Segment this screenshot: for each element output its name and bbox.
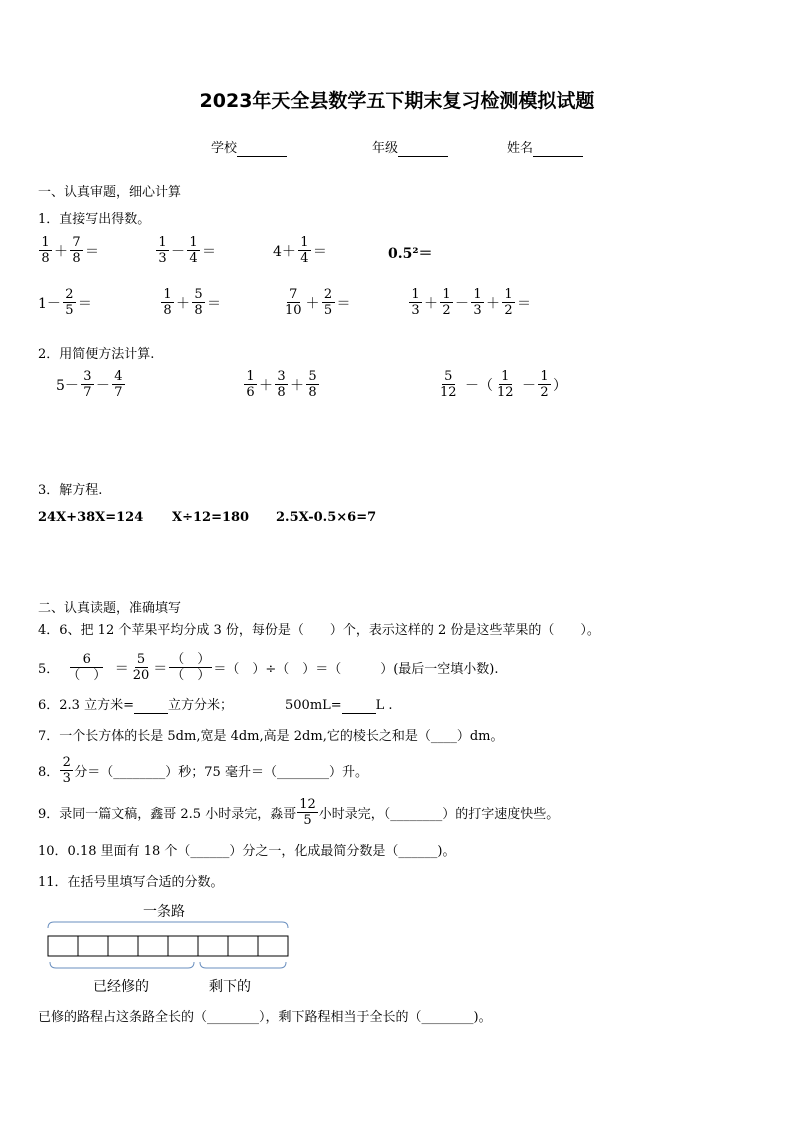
school-label: 学校 [211,141,238,156]
fraction: $\frac{1}{8}$ [161,287,174,318]
calc-4: 0.5²＝ [388,246,433,262]
fraction: $\frac{5}{8}$ [192,287,205,318]
question-4: 4．6、把 12 个苹果平均分成 3 份，每份是（ ）个，表示这样的 2 份是这些苹果的（ ）。 [38,623,600,638]
question-9 [38,797,559,828]
fraction: $\frac{2}{5}$ [63,287,76,318]
simplify-3: $\frac{5}{12}$ －（ $\frac{1}{12}$ － $\frac{1}{2}$ ） [440,369,567,400]
simplify-2: $\frac{1}{6}$ ＋ $\frac{3}{8}$ ＋ $\frac{5}{8}$ [243,369,320,400]
road-top-brace [48,922,288,928]
calc-7: $\frac{7}{10}$ ＋ $\frac{2}{5}$ ＝ [285,287,351,318]
calc-1: $\frac{1}{8}$ ＋ $\frac{7}{8}$ ＝ [38,235,100,266]
fraction: $\frac{1}{4}$ [187,235,200,266]
name-field [507,141,583,157]
fraction: $\frac{5}{8}$ [306,369,319,400]
question-1: 1．直接写出得数。 [38,212,151,227]
fraction: $\frac{2}{5}$ [322,287,335,318]
fraction: $\frac{1}{12}$ [497,369,514,400]
left-brace [200,962,286,968]
question-8 [38,755,368,786]
built-label: 已经修的 [93,979,149,995]
fraction: $\frac{7}{8}$ [70,235,83,266]
fraction: $\frac{1}{2}$ [440,287,453,318]
grade-field [372,141,448,157]
simplify-1: 5－ $\frac{3}{7}$ － $\frac{4}{7}$ [55,369,126,400]
q5-tail: ＝（ ）÷（ ）＝（ ）(最后一空填小数). [213,662,499,677]
fraction: $\frac{5}{20}$ [132,652,150,683]
fraction: $\frac{2}{3}$ [60,755,73,786]
calc-3: 4＋ $\frac{1}{4}$ ＝ [273,235,327,266]
fraction: $\frac{5}{12}$ [440,369,457,400]
question-6-b [285,698,393,714]
fraction: $\frac{1}{6}$ [244,369,257,400]
q5-number: 5． [38,662,60,677]
question-3: 3．解方程. [38,483,103,498]
fraction: $\frac{6}{( )}$ [67,652,107,683]
grade-label: 年级 [372,141,399,156]
calc-8: $\frac{1}{3}$ ＋ $\frac{1}{2}$ － $\frac{1}{3}$ ＋ $\frac{1}{2}$ ＝ [408,287,532,318]
name-label: 姓名 [507,141,534,156]
question-2: 2．用简便方法计算. [38,347,155,362]
road-label: 一条路 [143,904,185,920]
q9-text-a: 9．录同一篇文稿，鑫哥 2.5 小时录完，淼哥 [38,807,297,822]
road-diagram [44,916,292,978]
fraction: $\frac{1}{2}$ [538,369,551,400]
section1-heading: 一、认真审题，细心计算 [38,185,182,200]
page-title: 2023年天全县数学五下期末复习检测模拟试题 [199,90,595,112]
fraction: $\frac{1}{3}$ [409,287,422,318]
fraction: $\frac{1}{4}$ [298,235,311,266]
q9-text-b: 小时录完，（________）的打字速度快些。 [318,807,560,822]
question-7: 7．一个长方体的长是 5dm,宽是 4dm,高是 2dm,它的棱长之和是（____）dm。 [38,729,504,744]
grade-blank[interactable] [398,156,448,157]
fraction: $\frac{1}{8}$ [39,235,52,266]
fraction: $\frac{1}{3}$ [156,235,169,266]
q6-part-d: L . [375,698,393,713]
fraction: $\frac{3}{8}$ [275,369,288,400]
school-blank[interactable] [237,156,287,157]
question-6 [38,698,233,714]
remaining-label: 剩下的 [209,979,251,995]
name-blank[interactable] [533,156,583,157]
question-11: 11．在括号里填写合适的分数。 [38,875,224,890]
calc-2: $\frac{1}{3}$ － $\frac{1}{4}$ ＝ [155,235,217,266]
calc-6: $\frac{1}{8}$ ＋ $\frac{5}{8}$ ＝ [160,287,222,318]
q8-text: 分＝（________）秒；75 毫升＝（________）升。 [74,765,368,780]
equation-3: 2.5X-0.5×6=7 [276,510,377,525]
q6-blank-2[interactable] [342,713,376,714]
q6-part-a: 6．2.3 立方米= [38,698,134,713]
fraction: $\frac{4}{7}$ [112,369,125,400]
question-11-tail: 已修的路程占这条路全长的（________），剩下路程相当于全长的（________)。 [38,1010,492,1025]
q6-part-c: 500mL= [285,698,342,713]
equation-1: 24X+38X=124 [38,510,144,525]
q8-number: 8． [38,765,60,780]
section2-heading: 二、认真读题，准确填写 [38,601,182,616]
road-segments [78,936,258,956]
fraction: $\frac{1}{3}$ [471,287,484,318]
calc-5: 1－ $\frac{2}{5}$ ＝ [38,287,92,318]
school-field [211,141,287,157]
question-10: 10．0.18 里面有 18 个（______）分之一，化成最简分数是（______)。 [38,844,456,859]
built-brace [50,962,194,968]
equation-2: X÷12=180 [172,510,250,525]
fraction: $\frac{1}{2}$ [502,287,515,318]
fraction: $\frac{( )}{( )}$ [171,652,211,683]
question-5: 5． $\frac{6}{( )}$ ＝ $\frac{5}{20}$ ＝ $\frac{( )}{( )}$ ＝（ ）÷（ ）＝（ ）(最后一空填小数). [38,652,499,683]
fraction: $\frac{3}{7}$ [81,369,94,400]
fraction: $\frac{7}{10}$ [285,287,302,318]
q6-blank-1[interactable] [134,713,168,714]
q6-part-b: 立方分米； [167,698,233,713]
calc-5-lead: 1－ [38,295,61,312]
fraction: $\frac{12}{5}$ [299,797,316,828]
